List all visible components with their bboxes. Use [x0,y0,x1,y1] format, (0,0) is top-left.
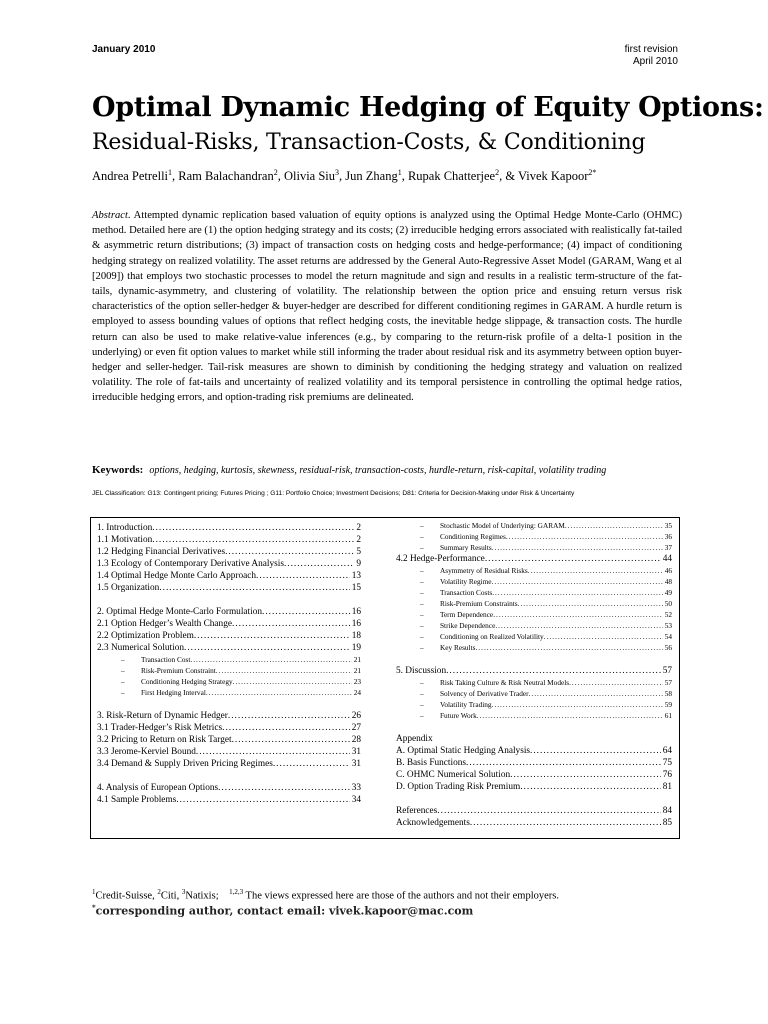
toc-entry-title: C. OHMC Numerical Solution [396,770,511,780]
toc-entry[interactable] [396,781,672,793]
toc-page-number: 15 [351,583,361,593]
toc-entry-title: – Conditioning on Realized Volatility [420,631,544,642]
toc-page-number: 19 [351,643,361,653]
author-separator: , [172,169,179,184]
revision-info [625,44,678,68]
toc-entry-title: References [396,806,438,816]
toc-entry-title: 2.3 Numerical Solution [97,643,185,653]
toc-entry[interactable] [396,757,672,769]
toc-leader-dots [470,817,661,829]
toc-page-number: 21 [353,666,361,675]
toc-entry-title: 1.1 Motivation [97,535,153,545]
toc-appendix-heading: Appendix [396,734,433,744]
toc-subentry[interactable] [396,710,672,721]
author-affiliation-mark: 1 [168,168,173,177]
author-name: Ram Balachandran [178,169,274,184]
toc-entry-title: – Asymmetry of Residual Risks [420,565,528,576]
footnote-affiliations [92,888,692,902]
toc-page-number: 46 [664,566,672,575]
paper-title: Optimal Dynamic Hedging of Equity Options: [92,92,764,123]
toc-right-column [396,520,672,829]
abstract-text: . Attempted dynamic replication based valuation of equity options is analyzed using the Optimal Hedge Monte-Carlo (OHMC) method. Detailed here are (1) the option hedging strategy and its costs; (2) irreducible hedging errors associated with realistically fat-tailed & asymmetric return distributions; (3) impact of transaction costs on hedging costs and hedge-performance; (4) impact of conditioning hedging strategy on realized volatility. The asset returns are addressed by the General Auto-Regressive Asset Model (GARAM, Wang et al [2009]) that employs two stochastic processes to model the return magnitude and sign and results in a realistic term-structure of the fat-tails, dynamic-asymmetry, and clustering of volatility. The relationship between the option price and ensuing return versus risk characteristics of the option seller-hedger & buyer-hedger are described for different conditioning regimes in GARAM. A hurdle return is employed to assess bounding values of options that reflect hedging costs, the inevitable hedge slippage, & transaction costs. The hurdle return can also be used to make relative-value inferences (e.g., by comparing to the return-risk profile of a delta-1 position in the underlying) or even fit option values to market while still informing the trader about residual risk and its asymmetry between option buyer-hedger and seller-hedger. Tail-risk measures are shown to diminish by conditioning the hedging strategy and valuation on realized volatility. The role of fat-tails and uncertainty of realized volatility and its temporal persistence in controlling the optimal hedge ratios, irreducible hedging errors, and option-trading risk premiums are delineated. [92,210,682,404]
author-affiliation-mark: 3 [335,168,340,177]
footnote-mark: 1 [92,888,96,896]
revision-line-2: April 2010 [632,56,678,67]
toc-page-number: 28 [351,735,361,745]
footnote-contact [92,903,692,918]
toc-entry[interactable] [97,746,361,758]
toc-leader-dots [518,598,663,609]
toc-entry[interactable] [97,630,361,642]
toc-leader-dots [225,546,354,558]
toc-leader-dots [232,618,350,630]
toc-page-number: 75 [662,758,672,768]
toc-subentry[interactable] [396,631,672,642]
toc-entry-title: – Summary Results [420,542,492,553]
toc-leader-dots [190,654,351,665]
toc-entry[interactable] [97,782,361,794]
footnote-mark: 1,2,3 [229,888,244,896]
toc-page-number: 48 [664,577,672,586]
toc-entry[interactable] [97,710,361,722]
table-of-contents [90,517,680,839]
toc-page-number: 16 [351,619,361,629]
toc-entry-title: B. Basis Functions [396,758,466,768]
toc-entry[interactable] [97,722,361,734]
toc-leader-dots [196,746,350,758]
toc-page-number: 24 [353,688,361,697]
toc-entry[interactable] [97,546,361,558]
toc-entry-title: – Transaction Costs [420,587,492,598]
toc-leader-dots [565,520,663,531]
toc-page-number: 33 [351,783,361,793]
toc-leader-dots [206,687,352,698]
footnote-contact-mark: * [92,903,96,912]
toc-page-number: 57 [664,678,672,687]
toc-entry-title: 1.2 Hedging Financial Derivatives [97,547,226,557]
toc-page-number: 35 [664,521,672,530]
toc-leader-dots [437,805,660,817]
toc-leader-dots [475,642,662,653]
author-list [92,168,692,184]
toc-entry-title: 1.4 Optimal Hedge Monte Carlo Approach [97,571,257,581]
date-label: January 2010 [92,44,156,55]
toc-entry-title: – Conditioning Regimes [420,531,506,542]
toc-page-number: 56 [664,643,672,652]
toc-entry-title: Acknowledgements [396,818,470,828]
toc-entry-title: 4.1 Sample Problems [97,795,177,805]
toc-entry-title: – Volatility Regime [420,576,492,587]
toc-subentry[interactable] [396,677,672,688]
toc-subentry[interactable] [97,654,361,665]
toc-page-number: 21 [353,655,361,664]
toc-subentry[interactable] [396,576,672,587]
toc-page-number: 18 [351,631,361,641]
footnote-mark: 3 [181,888,186,896]
footnote-affiliation: Citi, [160,890,182,902]
author-affiliation-mark: 2 [273,168,278,177]
toc-page-number: 23 [353,677,361,686]
toc-entry-title: A. Optimal Static Hedging Analysis [396,746,531,756]
author-affiliation-mark: 2* [588,168,597,177]
toc-leader-dots [218,782,350,794]
author-separator: , [339,169,346,184]
toc-leader-dots [492,699,663,710]
toc-subentry[interactable] [396,620,672,631]
toc-entry-title: 3.3 Jerome-Kerviel Bound [97,747,196,757]
author-separator: , [401,169,408,184]
toc-left-column [97,522,361,806]
toc-entry-title: 3.2 Pricing to Return on Risk Target [97,735,232,745]
keywords [92,464,682,476]
toc-entry[interactable] [97,734,361,746]
toc-entry-title: 2.2 Optimization Problem [97,631,194,641]
toc-page-number: 34 [351,795,361,805]
toc-entry[interactable] [396,553,672,565]
toc-entry[interactable] [97,558,361,570]
toc-gap [97,594,361,606]
footnote-mark: 2 [157,888,161,896]
toc-entry-title: – Future Work [420,710,477,721]
toc-gap [396,653,672,665]
abstract-label: Abstract [92,210,128,221]
toc-leader-dots [152,522,354,534]
footnote-affiliation: Natixis; [185,890,219,902]
toc-page-number: 53 [664,621,672,630]
toc-subentry[interactable] [396,587,672,598]
toc-entry-title: 2.1 Option Hedger’s Wealth Change [97,619,232,629]
toc-subentry[interactable] [396,642,672,653]
toc-page-number: 57 [662,666,672,676]
toc-leader-dots [159,582,349,594]
toc-page-number: 27 [351,723,361,733]
author-separator: , & [499,169,518,184]
toc-leader-dots [492,542,663,553]
toc-leader-dots [222,722,350,734]
toc-leader-dots [528,565,663,576]
toc-entry-title: – Conditioning Hedging Strategy [121,676,233,687]
toc-leader-dots [228,710,350,722]
toc-leader-dots [569,677,663,688]
toc-entry-title: 4. Analysis of European Options [97,783,219,793]
toc-entry-title: – Risk Taking Culture & Risk Neutral Models [420,677,569,688]
author-name: Olivia Siu [283,169,336,184]
toc-page-number: 49 [664,588,672,597]
toc-leader-dots [194,630,350,642]
toc-page-number: 13 [351,571,361,581]
toc-page-number: 26 [351,711,361,721]
toc-page-number: 31 [351,759,361,769]
toc-page-number: 50 [664,599,672,608]
footnote-views: The views expressed here are those of the authors and not their employers. [243,890,559,902]
toc-page-number: 5 [356,547,361,557]
toc-entry[interactable] [396,665,672,677]
author-name: Rupak Chatterjee [407,169,496,184]
toc-entry-title: – Solvency of Derivative Trader [420,688,529,699]
toc-entry[interactable] [97,618,361,630]
toc-entry-title: 3.4 Demand & Supply Driven Pricing Regimes [97,759,273,769]
toc-leader-dots [262,606,350,618]
author-separator: , [277,169,284,184]
toc-leader-dots [510,769,661,781]
toc-entry-title: – Risk-Premium Constraints [420,598,518,609]
toc-gap [396,721,672,733]
toc-entry[interactable] [396,805,672,817]
toc-entry[interactable] [396,745,672,757]
toc-subentry[interactable] [396,531,672,542]
toc-entry-title: – Term Dependence [420,609,493,620]
toc-entry[interactable] [396,769,672,781]
abstract [92,208,682,406]
toc-entry-title: 3. Risk-Return of Dynamic Hedger [97,711,228,721]
toc-page-number: 54 [664,632,672,641]
toc-gap [396,793,672,805]
toc-leader-dots [232,734,350,746]
toc-leader-dots [233,676,352,687]
jel-classification: JEL Classification: G13: Contingent pricing; Futures Pricing ; G11: Portfolio Choice; Investment Decisions; D81: Criteria for Decision-Making under Risk & Uncertainty [92,490,575,497]
toc-leader-dots [529,688,663,699]
toc-entry-title: 1. Introduction [97,523,153,533]
toc-subentry[interactable] [97,687,361,698]
toc-subentry[interactable] [396,609,672,620]
toc-leader-dots [477,710,663,721]
toc-subentry[interactable] [396,565,672,576]
toc-page-number: 58 [664,689,672,698]
toc-entry[interactable] [97,758,361,770]
toc-entry-title: 4.2 Hedge-Performance [396,554,485,564]
toc-leader-dots [492,576,663,587]
toc-leader-dots [184,642,350,654]
paper-subtitle: Residual-Risks, Transaction-Costs, & Conditioning [92,130,646,155]
toc-leader-dots [485,553,661,565]
revision-line-1: first revision [624,44,678,55]
toc-leader-dots [466,757,661,769]
toc-leader-dots [176,794,349,806]
toc-page-number: 84 [662,806,672,816]
toc-leader-dots [152,534,354,546]
keywords-label: Keywords: [92,464,144,476]
toc-page-number: 85 [662,818,672,828]
toc-leader-dots [492,587,662,598]
toc-entry-title: – First Hedging Interval [121,687,206,698]
toc-leader-dots [495,620,662,631]
toc-entry[interactable] [97,522,361,534]
toc-page-number: 2 [356,523,361,533]
toc-entry[interactable] [97,582,361,594]
footnote-affiliation: Credit-Suisse, [95,890,158,902]
toc-entry[interactable] [97,534,361,546]
toc-page-number: 76 [662,770,672,780]
author-name: Andrea Petrelli [92,169,169,184]
footnote-contact-text: corresponding author, contact email: vivek.kapoor@mac.com [95,904,474,918]
author-affiliation-mark: 1 [397,168,402,177]
toc-entry[interactable] [97,570,361,582]
toc-entry-title: D. Option Trading Risk Premium [396,782,521,792]
toc-entry-title: 1.5 Organization [97,583,160,593]
toc-entry-title: – Key Results [420,642,475,653]
toc-leader-dots [273,758,350,770]
toc-page-number: 52 [664,610,672,619]
toc-subentry[interactable] [97,665,361,676]
toc-page-number: 81 [662,782,672,792]
toc-leader-dots [530,745,661,757]
toc-page-number: 36 [664,532,672,541]
toc-entry-title: 1.3 Ecology of Contemporary Derivative Analysis [97,559,284,569]
keywords-values: options, hedging, kurtosis, skewness, residual-risk, transaction-costs, hurdle-return, risk-capital, volatility trading [149,465,607,476]
toc-leader-dots [493,609,663,620]
author-name: Jun Zhang [345,169,398,184]
toc-entry-title: – Strike Dependence [420,620,495,631]
toc-leader-dots [446,665,661,677]
toc-page-number: 9 [356,559,361,569]
toc-entry[interactable] [396,817,672,829]
toc-leader-dots [216,665,352,676]
toc-page-number: 64 [662,746,672,756]
toc-subentry[interactable] [97,676,361,687]
toc-entry-title: – Risk-Premium Constraint [121,665,216,676]
toc-gap [97,770,361,782]
author-affiliation-mark: 2 [495,168,500,177]
toc-entry-title: – Stochastic Model of Underlying: GARAM [420,520,565,531]
toc-subentry[interactable] [396,598,672,609]
toc-entry[interactable] [97,606,361,618]
toc-entry-title: 3.1 Trader-Hedger’s Risk Metrics [97,723,223,733]
toc-page-number: 37 [664,543,672,552]
author-name: Vivek Kapoor [517,169,589,184]
toc-subentry[interactable] [396,542,672,553]
toc-subentry[interactable] [396,520,672,531]
toc-page-number: 2 [356,535,361,545]
toc-subentry[interactable] [396,688,672,699]
toc-entry[interactable] [97,642,361,654]
toc-page-number: 31 [351,747,361,757]
toc-page-number: 16 [351,607,361,617]
toc-page-number: 44 [662,554,672,564]
toc-leader-dots [506,531,663,542]
toc-gap [97,698,361,710]
toc-entry[interactable] [97,794,361,806]
toc-entry-title: 5. Discussion [396,666,447,676]
toc-leader-dots [256,570,350,582]
toc-page-number: 61 [664,711,672,720]
toc-entry-title: 2. Optimal Hedge Monte-Carlo Formulation [97,607,262,617]
toc-entry-title: – Volatility Trading [420,699,492,710]
toc-entry-title: – Transaction Cost [121,654,190,665]
toc-subentry[interactable] [396,699,672,710]
toc-leader-dots [544,631,663,642]
toc-leader-dots [520,781,660,793]
toc-leader-dots [284,558,354,570]
toc-page-number: 59 [664,700,672,709]
